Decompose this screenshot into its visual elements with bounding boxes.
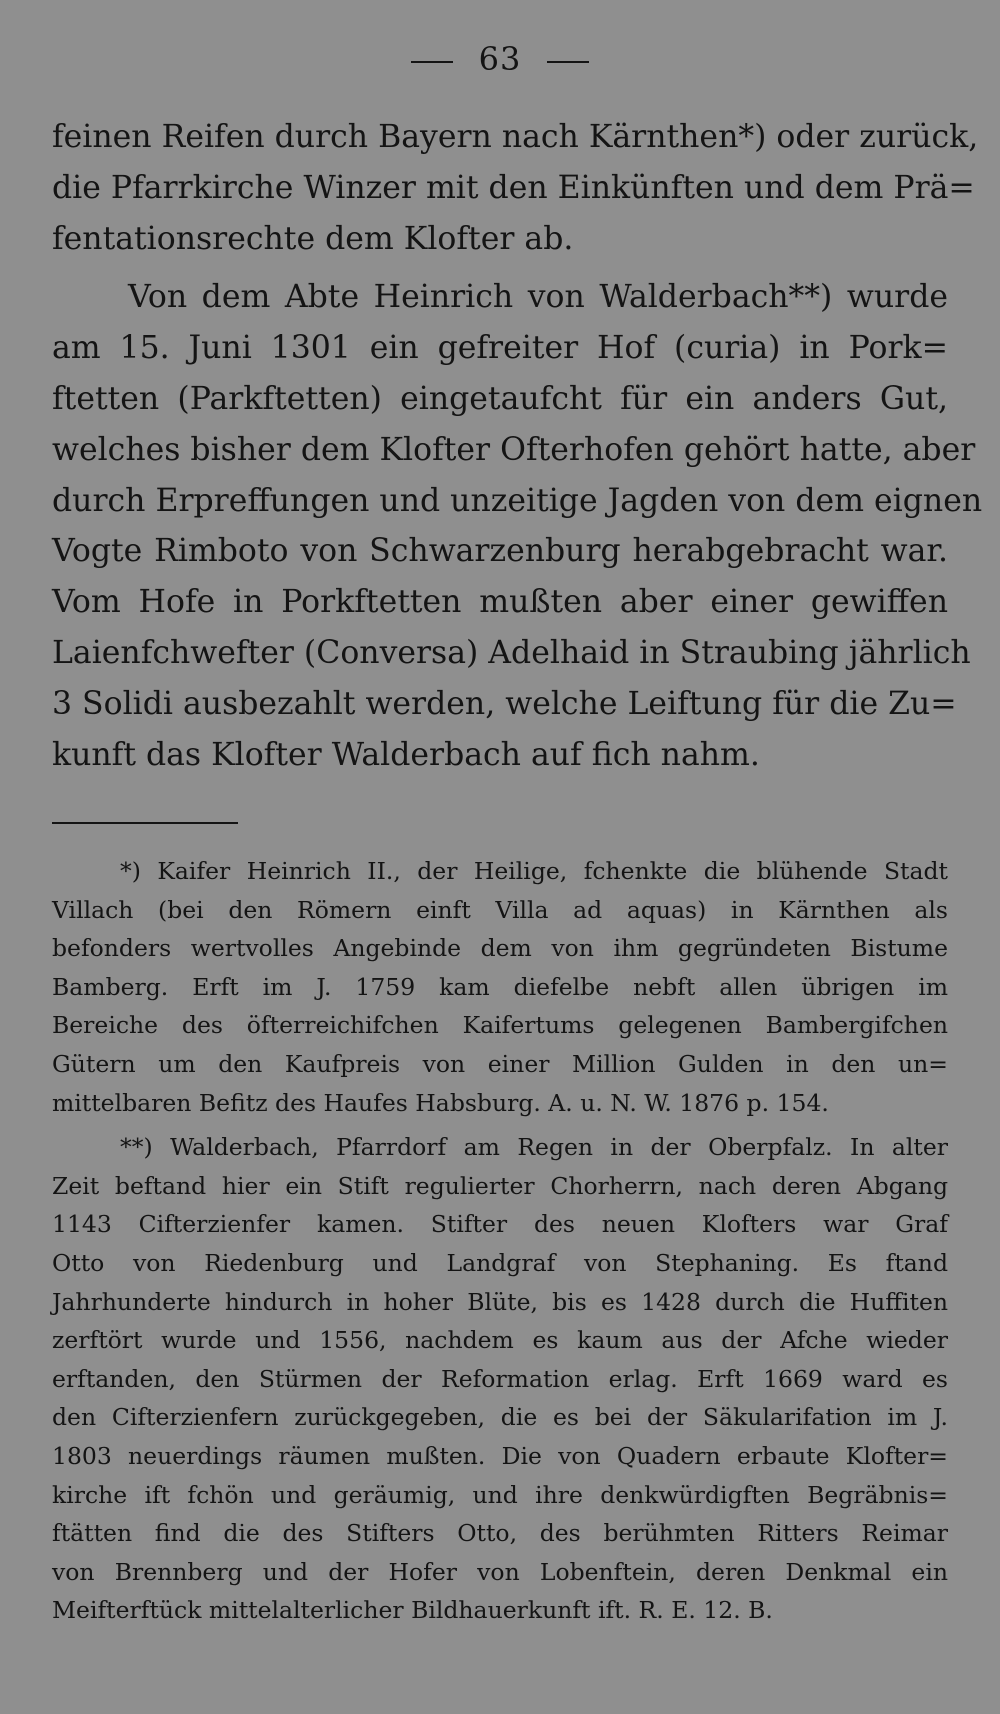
- footnote-line: von Brennberg und der Hofer von Lobenftein, deren Denkmal ein: [52, 1557, 948, 1586]
- main-line: die Pfarrkirche Winzer mit den Einkünften und dem Prä=: [52, 169, 975, 206]
- main-line: fentationsrechte dem Klofter ab.: [52, 220, 574, 257]
- footnote-line: Bereiche des öfterreichifchen Kaifertums gelegenen Bambergifchen: [52, 1011, 948, 1040]
- main-line: Laienfchwefter (Conversa) Adelhaid in Straubing jährlich: [52, 634, 971, 671]
- footnote-line: erftanden, den Stürmen der Reformation erlag. Erft 1669 ward es: [52, 1364, 948, 1393]
- footnote-line: Zeit beftand hier ein Stift regulierter Chorherrn, nach deren Abgang: [52, 1171, 948, 1200]
- footnote-line: Jahrhunderte hindurch in hoher Blüte, bis es 1428 durch die Huffiten: [52, 1287, 948, 1316]
- footnote-line: 1143 Cifterzienfer kamen. Stifter des neuen Klofters war Graf: [52, 1210, 948, 1239]
- footnote-1: [52, 852, 948, 1122]
- main-line: ftetten (Parkftetten) eingetaufcht für ein anders Gut,: [52, 380, 948, 417]
- footnotes: [52, 852, 948, 1630]
- main-line: Von dem Abte Heinrich von Walderbach**) wurde: [128, 279, 948, 316]
- footnote-line: *) Kaifer Heinrich II., der Heilige, fchenkte die blühende Stadt: [120, 857, 948, 885]
- footnote-line: Bamberg. Erft im J. 1759 kam diefelbe nebft allen übrigen im: [52, 972, 948, 1001]
- main-line: am 15. Juni 1301 ein gefreiter Hof (curia) in Pork=: [52, 330, 948, 367]
- footnote-separator: [52, 822, 238, 824]
- footnote-line: Meifterftück mittelalterlicher Bildhauerkunft ift. R. E. 12. B.: [52, 1596, 773, 1625]
- main-line: Vogte Rimboto von Schwarzenburg herabgebracht war.: [52, 533, 948, 570]
- footnote-line: Gütern um den Kaufpreis von einer Million Gulden in den un=: [52, 1049, 948, 1078]
- footnote-line: 1803 neuerdings räumen mußten. Die von Quadern erbaute Klofter=: [52, 1441, 948, 1470]
- main-line: feinen Reifen durch Bayern nach Kärnthen*) oder zurück,: [52, 119, 979, 155]
- footnote-line: ftätten find die des Stifters Otto, des berühmten Ritters Reimar: [52, 1519, 948, 1548]
- main-line: durch Erpreffungen und unzeitige Jagden von dem eignen: [52, 482, 983, 519]
- main-line: welches bisher dem Klofter Ofterhofen gehört hatte, aber: [52, 431, 976, 468]
- footnote-line: den Cifterzienfern zurückgegeben, die es bei der Säkularifation im J.: [52, 1403, 948, 1432]
- dash-left: [411, 61, 453, 63]
- page-number-header: [0, 40, 1000, 78]
- footnote-line: zerftört wurde und 1556, nachdem es kaum aus der Afche wieder: [52, 1326, 948, 1355]
- page-number: 63: [478, 40, 522, 78]
- footnote-line: mittelbaren Befitz des Haufes Habsburg. A. u. N. W. 1876 p. 154.: [52, 1088, 829, 1117]
- footnote-line: Otto von Riedenburg und Landgraf von Stephaning. Es ftand: [52, 1248, 948, 1277]
- footnote-line: kirche ift fchön und geräumig, und ihre denkwürdigften Begräbnis=: [52, 1480, 948, 1509]
- footnote-line: **) Walderbach, Pfarrdorf am Regen in der Oberpfalz. In alter: [120, 1133, 948, 1162]
- main-line: 3 Solidi ausbezahlt werden, welche Leiftung für die Zu=: [52, 685, 957, 722]
- main-line: kunft das Klofter Walderbach auf fich nahm.: [52, 736, 760, 773]
- main-text: [52, 112, 983, 780]
- main-line: Vom Hofe in Porkftetten mußten aber einer gewiffen: [52, 584, 948, 621]
- footnote-2: [52, 1128, 948, 1630]
- footnote-line: Villach (bei den Römern einft Villa ad aquas) in Kärnthen als: [52, 895, 948, 924]
- footnote-line: befonders wertvolles Angebinde dem von ihm gegründeten Bistume: [52, 934, 948, 963]
- dash-right: [547, 61, 589, 63]
- paragraph-gap: [52, 264, 948, 272]
